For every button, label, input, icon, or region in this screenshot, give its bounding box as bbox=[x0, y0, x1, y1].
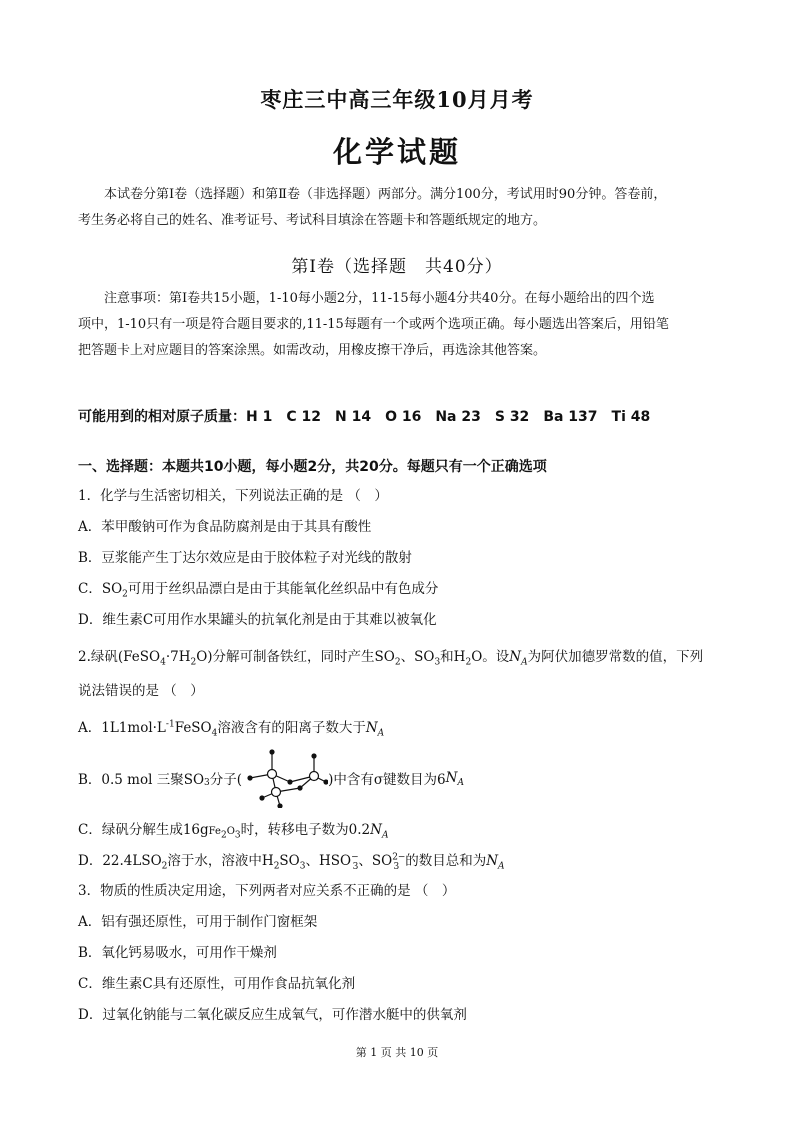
mass-o: O 16 bbox=[385, 409, 422, 425]
intro-line-2: 考生务必将自己的姓名、准考证号、考试科目填涂在答题卡和答题纸规定的地方。 bbox=[78, 213, 547, 228]
intro-line-1: 本试卷分第Ⅰ卷（选择题）和第Ⅱ卷（非选择题）两部分。满分100分，考试用时90分钟。答卷前， bbox=[104, 187, 667, 202]
mass-c: C 12 bbox=[286, 409, 321, 425]
notice-line-3: 把答题卡上对应题目的答案涂黑。如需改动，用橡皮擦干净后，再选涂其他答案。 bbox=[78, 343, 547, 358]
mass-ba: Ba 137 bbox=[543, 409, 598, 425]
mass-s: S 32 bbox=[494, 409, 530, 425]
page-footer: 第 1 页 共 10 页 bbox=[355, 1046, 439, 1059]
notice-line-1: 注意事项：第Ⅰ卷共15小题，1-10每小题2分，11-15每小题4分共40分。在每小题给出的四个选 bbox=[104, 291, 655, 306]
q2-option-b: B．0.5 mol 三聚$SO_3$分子( )中含有σ键数目为$6N_A$ bbox=[78, 748, 464, 808]
q2-option-a: A．$1L1mol\cdot L^{-1}FeSO_4$溶液含有的阳离子数大于$N_A$ bbox=[78, 719, 385, 739]
q3-option-d: D．过氧化钠能与二氧化碳反应生成氧气，可作潜水艇中的供氧剂 bbox=[78, 1007, 467, 1023]
section-title: 第Ⅰ卷（选择题 共40分） bbox=[291, 257, 503, 277]
q2-option-c: C．绿矾分解生成$16gFe_2O_3$时，转移电子数为$0.2N_A$ bbox=[78, 822, 389, 841]
q3-stem: 3．物质的性质决定用途，下列两者对应关系不正确的是 （ ） bbox=[78, 883, 456, 899]
part1-title: 一、选择题：本题共10小题，每小题2分，共20分。每题只有一个正确选项 bbox=[78, 459, 547, 475]
mass-ti: Ti 48 bbox=[611, 409, 651, 425]
q2-stem-line-2: 说法错误的是 （ ） bbox=[78, 683, 204, 699]
intro-paragraph bbox=[78, 182, 718, 234]
atomic-mass-label: 可能用到的相对原子质量： bbox=[78, 409, 246, 425]
q1-option-c: C．$SO_2$可用于丝织品漂白是由于其能氧化丝织品中有色成分 bbox=[78, 581, 439, 600]
q1-option-d: D．维生素C可用作水果罐头的抗氧化剂是由于其难以被氧化 bbox=[78, 612, 437, 628]
mass-na: Na 23 bbox=[435, 409, 481, 425]
q1-stem: 1．化学与生活密切相关，下列说法正确的是 （ ） bbox=[78, 488, 388, 504]
subject-title: 化学试题 bbox=[332, 135, 461, 169]
notice-line-2: 项中，1-10只有一项是符合题目要求的,11-15每题有一个或两个选项正确。每小题选出答案后，用铅笔 bbox=[78, 317, 669, 332]
notice-paragraph bbox=[78, 286, 718, 364]
mass-n: N 14 bbox=[334, 409, 372, 425]
q2-option-d: D．$22.4LSO_2$溶于水，溶液中$H_2SO_3$、$HSO^-_3$、$SO^{2-}_3$ 的数目总和为$N_A$ bbox=[78, 852, 505, 872]
mass-h: H 1 bbox=[246, 409, 273, 425]
school-title: 枣庄三中高三年级10月月考 bbox=[260, 87, 534, 112]
q2-stem: 2.绿矾$(FeSO_4\cdot 7H_2O)$分解可制备铁红，同时产生$SO_2$、$SO_3$和$H_2O$。设$N_A$为阿伏加德罗常数的值，下列 bbox=[78, 649, 704, 668]
q1-option-b: B．豆浆能产生丁达尔效应是由于胶体粒子对光线的散射 bbox=[78, 550, 412, 566]
q1-option-a: A．苯甲酸钠可作为食品防腐剂是由于其具有酸性 bbox=[78, 519, 372, 535]
q3-option-a: A．铝有强还原性，可用于制作门窗框架 bbox=[78, 914, 318, 930]
q3-option-b: B．氧化钙易吸水，可用作干燥剂 bbox=[78, 945, 277, 961]
atomic-mass-line bbox=[78, 406, 650, 426]
trimer-so3-molecule-icon bbox=[242, 748, 328, 808]
q3-option-c: C．维生素C具有还原性，可用作食品抗氧化剂 bbox=[78, 976, 356, 992]
